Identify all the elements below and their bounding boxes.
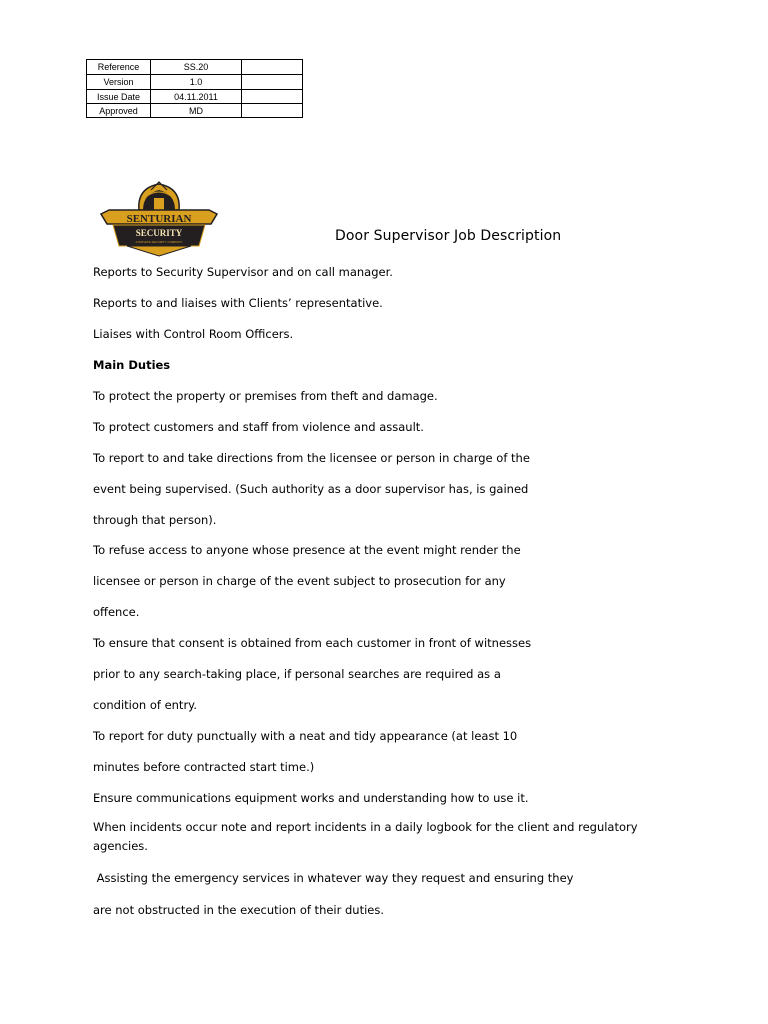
approved-value: MD	[151, 104, 242, 118]
logo-line2: SECURITY	[135, 228, 183, 238]
body-line: When incidents occur note and report incidents in a daily logbook for the client and regulatory agencies.	[93, 820, 638, 853]
body-line: To report to and take directions from the licensee or person in charge of the	[93, 451, 530, 465]
body-line: Assisting the emergency services in whatever way they request and ensuring they	[93, 871, 574, 885]
body-line: are not obstructed in the execution of their duties.	[93, 903, 385, 917]
body-line: To ensure that consent is obtained from each customer in front of witnesses	[93, 636, 532, 650]
body-line: minutes before contracted start time.)	[93, 760, 315, 774]
body-line: Reports to and liaises with Clients’ representative.	[93, 296, 383, 310]
body-line: Ensure communications equipment works and understanding how to use it.	[93, 791, 529, 805]
issue-date-label: Issue Date	[87, 90, 151, 104]
table-row	[87, 90, 303, 104]
table-row	[87, 104, 303, 118]
body-line: Liaises with Control Room Officers.	[93, 327, 294, 341]
body-line: condition of entry.	[93, 698, 197, 712]
helmet-icon	[139, 182, 179, 210]
logo-line1: SENTURIAN	[126, 213, 192, 225]
body-line: Reports to Security Supervisor and on call manager.	[93, 265, 393, 279]
document-title: Door Supervisor Job Description	[335, 228, 562, 244]
reference-label: Reference	[87, 60, 151, 75]
version-label: Version	[87, 75, 151, 90]
approved-extra	[242, 104, 303, 118]
issue-date-value: 04.11.2011	[151, 90, 242, 104]
reference-value: SS.20	[151, 60, 242, 75]
main-duties-heading: Main Duties	[93, 358, 171, 372]
body-line: event being supervised. (Such authority as a door supervisor has, is gained	[93, 482, 529, 496]
version-extra	[242, 75, 303, 90]
issue-date-extra	[242, 90, 303, 104]
table-row	[87, 75, 303, 90]
body-line: prior to any search-taking place, if personal searches are required as a	[93, 667, 501, 681]
reference-extra	[242, 60, 303, 75]
body-line: through that person).	[93, 513, 217, 527]
body-line: To report for duty punctually with a neat and tidy appearance (at least 10	[93, 729, 518, 743]
logo-line3: A PRIVATE SECURITY COMPANY	[135, 240, 183, 244]
body-line: licensee or person in charge of the event subject to prosecution for any	[93, 574, 506, 588]
body-line: To protect the property or premises from theft and damage.	[93, 389, 438, 403]
table-row	[87, 60, 303, 75]
document-control-table	[86, 59, 303, 118]
body-line: To protect customers and staff from violence and assault.	[93, 420, 424, 434]
senturian-security-logo	[99, 180, 219, 260]
body-line: To refuse access to anyone whose presence at the event might render the	[93, 543, 521, 557]
approved-label: Approved	[87, 104, 151, 118]
body-line: offence.	[93, 605, 140, 619]
version-value: 1.0	[151, 75, 242, 90]
